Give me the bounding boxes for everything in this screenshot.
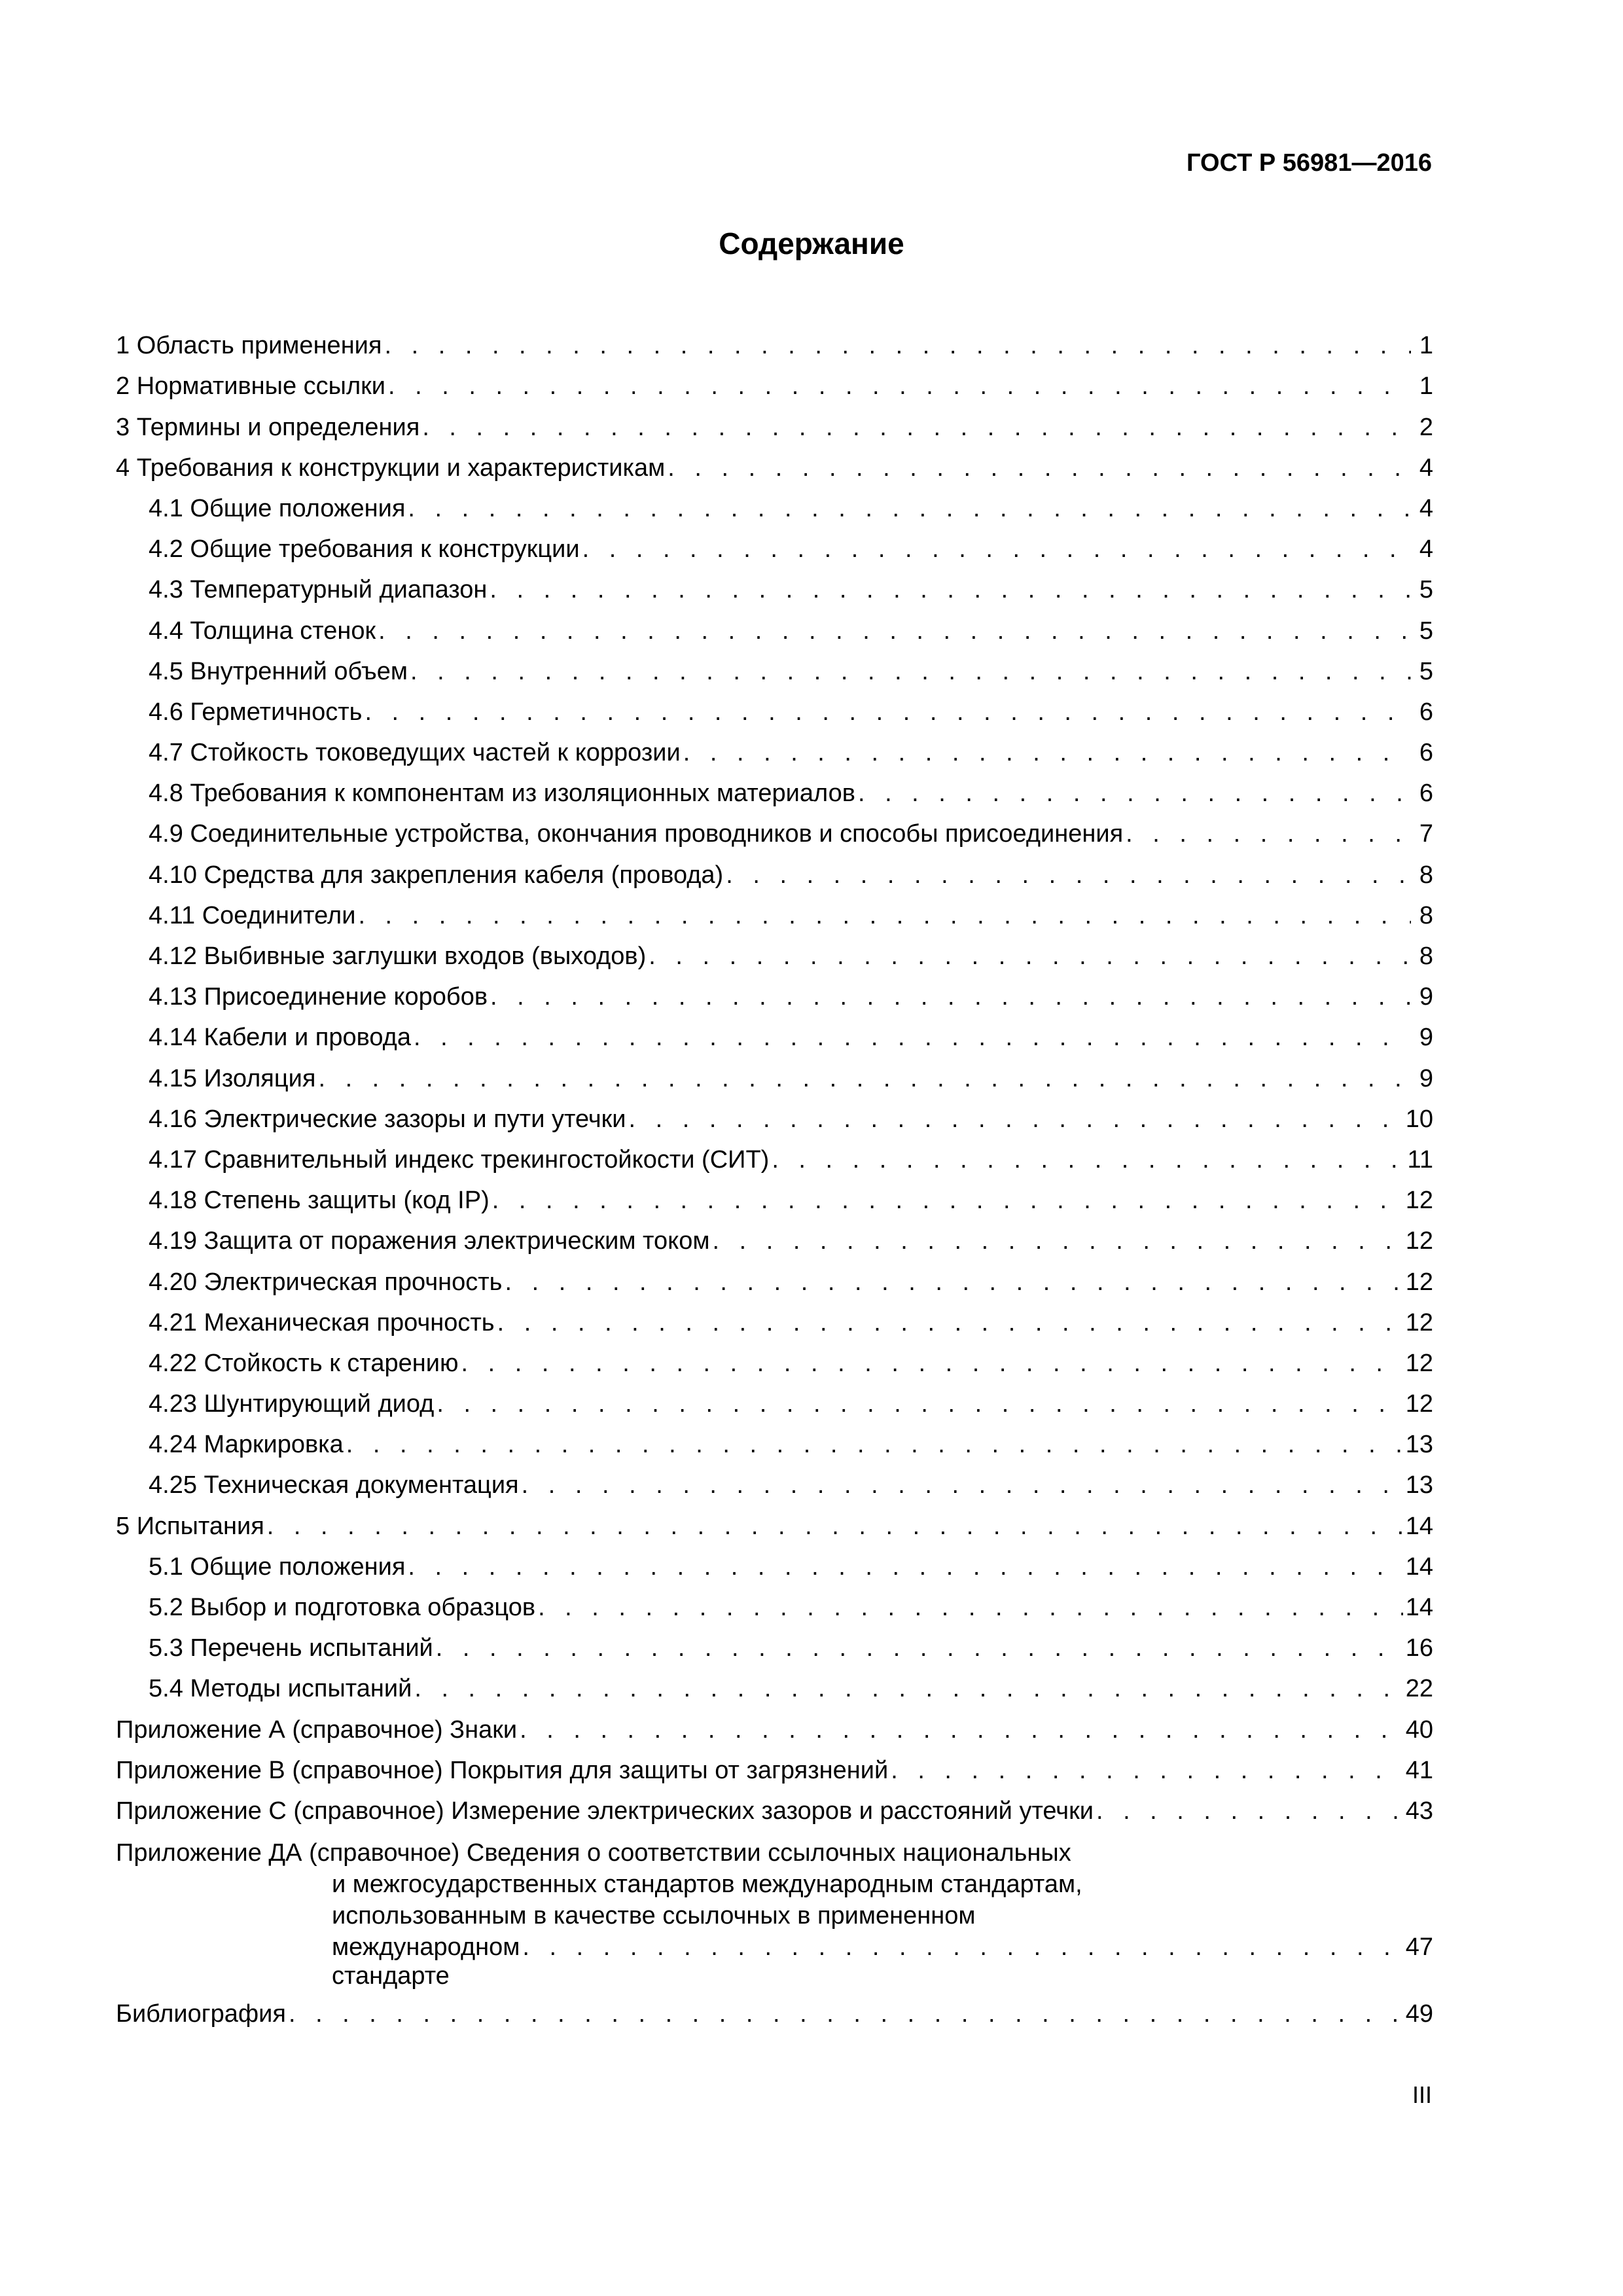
toc-entry-label: 4.14 Кабели и провода — [149, 1024, 411, 1052]
dot-leader — [436, 1634, 1403, 1662]
toc-entry-page: 12 — [1405, 1187, 1433, 1215]
toc-entry-page: 13 — [1405, 1431, 1433, 1459]
toc-entry-page: 12 — [1405, 1268, 1433, 1296]
toc-entry-page: 10 — [1405, 1105, 1433, 1133]
toc-entry-label: 4.16 Электрические зазоры и пути утечки — [149, 1105, 626, 1133]
dot-leader — [858, 779, 1411, 808]
toc-entry-page: 4 — [1419, 535, 1433, 564]
toc-entry[interactable] — [116, 1263, 1433, 1304]
toc-entry-label-continuation: международном стандарте — [332, 1933, 520, 1990]
dot-leader — [522, 1933, 1402, 1962]
toc-entry-page: 6 — [1419, 780, 1433, 808]
toc-entry[interactable] — [116, 612, 1433, 653]
toc-entry-label: 5.4 Методы испытаний — [149, 1675, 412, 1703]
dot-leader — [497, 1308, 1403, 1337]
toc-entry-page: 14 — [1405, 1512, 1433, 1540]
toc-entry-label: 5.1 Общие положения — [149, 1552, 406, 1581]
toc-entry-label: 4.17 Сравнительный индекс трекингостойкости (СИТ) — [149, 1145, 770, 1174]
toc-entry-label: 4.10 Средства для закрепления кабеля (провода) — [149, 861, 724, 889]
dot-leader — [520, 1715, 1403, 1744]
toc-entry[interactable] — [116, 571, 1433, 612]
toc-entry[interactable] — [116, 1182, 1433, 1223]
toc-entry-label: 4.1 Общие положения — [149, 494, 406, 522]
toc-entry-page: 9 — [1419, 983, 1433, 1011]
toc-entry-label: 1 Область применения — [116, 332, 382, 360]
dot-leader — [437, 1390, 1402, 1418]
toc-entry-page: 5 — [1419, 576, 1433, 604]
dot-leader — [628, 1105, 1402, 1134]
toc-entry-page: 4 — [1419, 494, 1433, 522]
dot-leader — [891, 1756, 1403, 1785]
dot-leader — [461, 1349, 1403, 1378]
toc-entry[interactable] — [116, 531, 1433, 571]
dot-leader — [490, 982, 1411, 1011]
toc-entry[interactable] — [116, 938, 1433, 978]
dot-leader — [726, 861, 1411, 889]
toc-entry[interactable] — [116, 1141, 1433, 1182]
toc-entry[interactable] — [116, 1630, 1433, 1670]
dot-leader — [388, 372, 1411, 401]
dot-leader — [668, 454, 1411, 482]
dot-leader — [358, 901, 1411, 930]
dot-leader — [346, 1430, 1403, 1459]
toc-entry[interactable] — [116, 1223, 1433, 1263]
toc-entry[interactable] — [116, 1467, 1433, 1507]
toc-entry[interactable] — [116, 897, 1433, 938]
dot-leader — [772, 1145, 1404, 1174]
toc-entry-page: 2 — [1419, 413, 1433, 441]
dot-leader — [408, 494, 1411, 523]
dot-leader — [384, 331, 1411, 360]
dot-leader — [410, 657, 1411, 686]
toc-entry-label: 4.15 Изоляция — [149, 1064, 316, 1092]
toc-entry-label: 5.3 Перечень испытаний — [149, 1634, 433, 1662]
toc-entry-label: 4.12 Выбивные заглушки входов (выходов) — [149, 942, 647, 970]
toc-entry-page: 40 — [1405, 1715, 1433, 1744]
toc-entry-label: 4.21 Механическая прочность — [149, 1308, 495, 1336]
toc-entry-page: 6 — [1419, 698, 1433, 726]
dot-leader — [492, 1186, 1403, 1215]
toc-entry[interactable] — [116, 1549, 1433, 1589]
toc-entry-page: 8 — [1419, 942, 1433, 970]
toc-entry-page: 22 — [1405, 1675, 1433, 1703]
toc-entry[interactable] — [116, 1711, 1433, 1751]
toc-entry-page: 5 — [1419, 617, 1433, 645]
toc-entry[interactable] — [116, 694, 1433, 734]
toc-entry-label: Библиография — [116, 2000, 286, 2028]
toc-entry[interactable] — [116, 408, 1433, 449]
dot-leader — [505, 1268, 1402, 1297]
toc-entry-page: 1 — [1419, 372, 1433, 401]
toc-entry-page: 7 — [1419, 820, 1433, 848]
toc-entry-label: 4.8 Требования к компонентам из изоляционных материалов — [149, 780, 855, 808]
dot-leader — [414, 1674, 1402, 1703]
toc-entry[interactable] — [116, 1589, 1433, 1630]
toc-entry[interactable] — [116, 1507, 1433, 1548]
table-of-contents — [116, 327, 1433, 2036]
dot-leader — [649, 942, 1411, 971]
toc-entry-page: 1 — [1419, 332, 1433, 360]
toc-entry[interactable] — [116, 1426, 1433, 1467]
dot-leader — [422, 413, 1411, 442]
toc-entry-label: 4.2 Общие требования к конструкции — [149, 535, 580, 564]
toc-entry[interactable] — [116, 1345, 1433, 1386]
toc-entry[interactable] — [116, 450, 1433, 490]
dot-leader — [378, 617, 1411, 645]
page-title: Содержание — [719, 226, 904, 260]
toc-entry-page: 12 — [1405, 1390, 1433, 1418]
toc-entry-label: Приложение С (справочное) Измерение электрических зазоров и расстояний утечки — [116, 1797, 1094, 1825]
toc-entry-page: 9 — [1419, 1024, 1433, 1052]
toc-entry-label: 4.11 Соединители — [149, 901, 356, 929]
dot-leader — [582, 535, 1411, 564]
toc-entry[interactable] — [116, 775, 1433, 816]
toc-entry-page: 41 — [1405, 1756, 1433, 1784]
toc-entry[interactable] — [116, 1101, 1433, 1141]
toc-entry[interactable] — [116, 490, 1433, 531]
toc-entry-label: 4.23 Шунтирующий диод — [149, 1390, 435, 1418]
dot-leader — [522, 1471, 1403, 1499]
toc-entry[interactable] — [116, 856, 1433, 897]
toc-entry[interactable] — [116, 1752, 1433, 1793]
dot-leader — [414, 1023, 1411, 1052]
toc-entry[interactable] — [116, 368, 1433, 408]
toc-entry-label: 4 Требования к конструкции и характеристикам — [116, 454, 666, 482]
toc-entry-label-continuation: использованным в качестве ссылочных в примененном — [332, 1901, 976, 1929]
toc-entry[interactable] — [116, 816, 1433, 856]
dot-leader — [490, 575, 1411, 604]
toc-entry-label: 4.20 Электрическая прочность — [149, 1268, 503, 1296]
toc-entry-page: 43 — [1405, 1797, 1433, 1825]
toc-entry[interactable] — [116, 1019, 1433, 1060]
toc-entry-label-continuation: и межгосударственных стандартов международным стандартам, — [332, 1870, 1082, 1898]
toc-entry-page: 49 — [1405, 2000, 1433, 2028]
toc-entry-label: 5 Испытания — [116, 1512, 264, 1540]
toc-entry-label: 4.6 Герметичность — [149, 698, 363, 726]
toc-entry-page: 6 — [1419, 739, 1433, 767]
toc-entry-page: 16 — [1405, 1634, 1433, 1662]
toc-entry-page: 14 — [1405, 1594, 1433, 1621]
toc-entry-page: 9 — [1419, 1064, 1433, 1092]
dot-leader — [289, 2000, 1403, 2028]
toc-entry[interactable] — [116, 1793, 1433, 1833]
dot-leader — [683, 738, 1411, 767]
toc-entry-page: 12 — [1405, 1349, 1433, 1377]
toc-entry[interactable] — [116, 1386, 1433, 1426]
toc-entry-page: 12 — [1405, 1308, 1433, 1336]
toc-entry[interactable] — [116, 1304, 1433, 1345]
dot-leader — [712, 1227, 1402, 1255]
toc-entry-label: 4.18 Степень защиты (код IP) — [149, 1187, 490, 1215]
toc-entry-label: Приложение А (справочное) Знаки — [116, 1715, 518, 1744]
toc-entry-page: 14 — [1405, 1552, 1433, 1581]
toc-entry-page: 13 — [1405, 1471, 1433, 1499]
dot-leader — [538, 1593, 1403, 1622]
toc-entry-label: 4.25 Техническая документация — [149, 1471, 519, 1499]
toc-entry-label: 4.4 Толщина стенок — [149, 617, 376, 645]
toc-entry-label: 4.3 Температурный диапазон — [149, 576, 488, 604]
dot-leader — [408, 1552, 1402, 1581]
page-number: III — [1412, 2081, 1432, 2108]
toc-entry-label: 4.19 Защита от поражения электрическим током — [149, 1227, 710, 1255]
toc-entry-label: 2 Нормативные ссылки — [116, 372, 385, 401]
toc-entry-label: 4.24 Маркировка — [149, 1431, 344, 1459]
document-code: ГОСТ Р 56981—2016 — [1186, 149, 1432, 177]
toc-entry[interactable] — [116, 978, 1433, 1019]
toc-entry-page: 4 — [1419, 454, 1433, 482]
toc-entry-label: 4.22 Стойкость к старению — [149, 1349, 459, 1377]
toc-entry[interactable] — [116, 1060, 1433, 1100]
toc-entry-label: 4.13 Присоединение коробов — [149, 983, 488, 1011]
toc-entry-bibliography[interactable] — [116, 1996, 1433, 2036]
dot-leader — [1126, 819, 1411, 848]
dot-leader — [267, 1512, 1403, 1541]
toc-entry-page: 8 — [1419, 901, 1433, 929]
toc-entry-label: Приложение ДА (справочное) Сведения о соответствии ссылочных национальных — [116, 1839, 1071, 1867]
toc-entry[interactable] — [116, 1670, 1433, 1711]
dot-leader — [365, 698, 1411, 726]
toc-entry-page: 11 — [1407, 1145, 1433, 1174]
toc-entry-label: 5.2 Выбор и подготовка образцов — [149, 1594, 536, 1621]
toc-entry-page: 12 — [1405, 1227, 1433, 1255]
toc-entry-page: 8 — [1419, 861, 1433, 889]
toc-entry[interactable] — [116, 734, 1433, 775]
toc-entry-label: 4.7 Стойкость токоведущих частей к коррозии — [149, 739, 681, 767]
toc-entry-label: Приложение В (справочное) Покрытия для защиты от загрязнений — [116, 1756, 889, 1784]
toc-entry-appendix-da[interactable] — [116, 1833, 1433, 1996]
toc-entry[interactable] — [116, 327, 1433, 368]
toc-entry-label: 4.5 Внутренний объем — [149, 657, 408, 685]
toc-entry-page: 47 — [1405, 1933, 1433, 1961]
toc-entry-label: 4.9 Соединительные устройства, окончания проводников и способы присоединения — [149, 820, 1124, 848]
toc-entry-label: 3 Термины и определения — [116, 413, 420, 441]
toc-entry-page: 5 — [1419, 657, 1433, 685]
toc-entry[interactable] — [116, 653, 1433, 694]
dot-leader — [1096, 1797, 1403, 1825]
dot-leader — [318, 1064, 1411, 1093]
